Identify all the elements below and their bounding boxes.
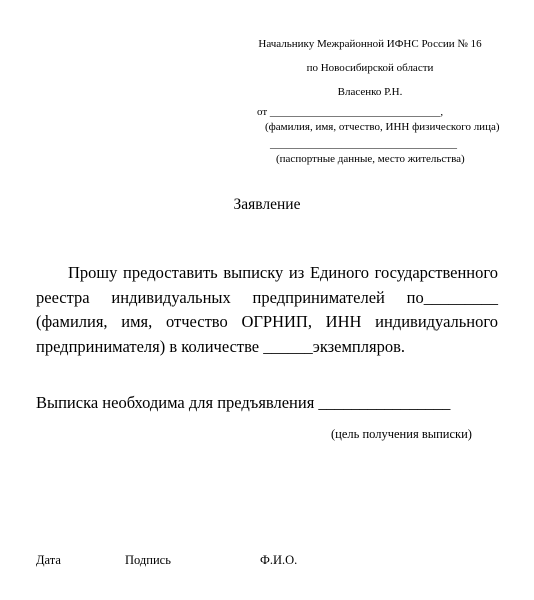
- request-paragraph: Прошу предоставить выписку из Единого государственного реестра индивидуальных предпринимателей по_________ (фамилия, имя, отчество ОГРНИП, ИНН индивидуального предпринимателя) в количестве ______экземпляров.: [36, 263, 498, 356]
- passport-data-caption: (паспортные данные, место жительства): [276, 153, 465, 165]
- addressee-line-2: по Новосибирской области: [306, 62, 434, 74]
- applicant-name-line: от _______________________________,: [257, 106, 444, 118]
- purpose-paragraph: Выписка необходима для предъявления ________________: [36, 393, 451, 412]
- addressee-name: Власенко Р.Н.: [337, 86, 403, 98]
- applicant-name-caption: (фамилия, имя, отчество, ИНН физического лица): [265, 121, 500, 133]
- date-label: Дата: [36, 553, 61, 567]
- document-title: Заявление: [233, 196, 301, 213]
- signature-label: Подпись: [125, 553, 171, 567]
- full-name-label: Ф.И.О.: [260, 553, 298, 567]
- passport-data-line: __________________________________: [270, 138, 457, 150]
- addressee-line-1: Начальнику Межрайонной ИФНС России № 16: [258, 38, 482, 50]
- purpose-caption: (цель получения выписки): [331, 427, 472, 441]
